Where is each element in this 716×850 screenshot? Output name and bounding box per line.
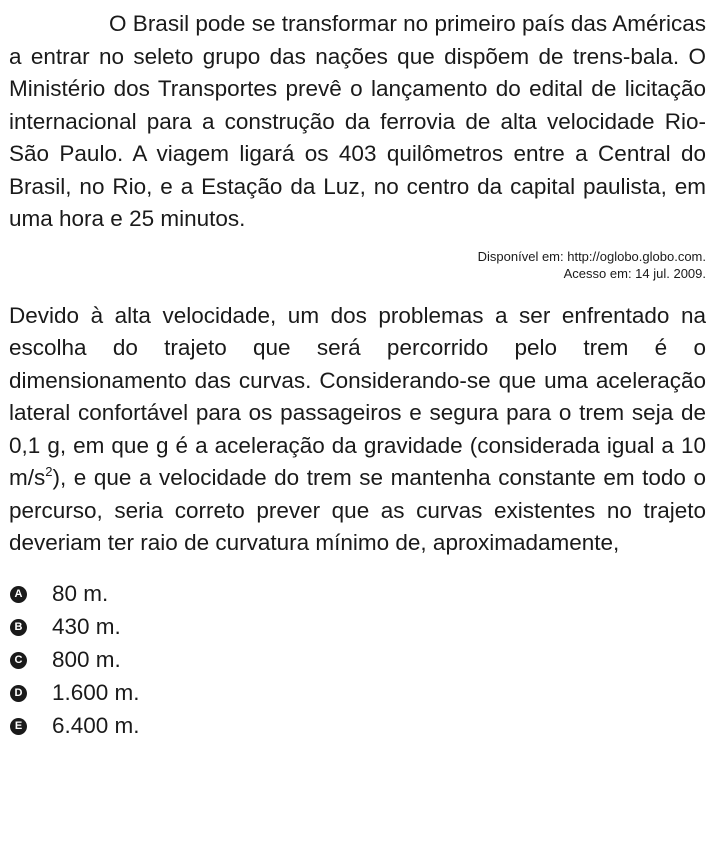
option-b[interactable] (9, 611, 706, 644)
option-c[interactable] (9, 644, 706, 677)
option-e-text: 6.400 m. (52, 713, 140, 738)
source-access-date: Acesso em: 14 jul. 2009. (563, 265, 706, 281)
option-d-text: 1.600 m. (52, 680, 140, 705)
option-a-letter-badge: A (10, 586, 27, 603)
option-b-letter-badge: B (10, 619, 27, 636)
news-excerpt: O Brasil pode se transformar no primeiro país das Américas a entrar no seleto grupo das nações que dispõem de trens-bala. O Ministério dos Transportes prevê o lançamento do edital de licitação internacional para a construção da ferrovia de alta velocidade Rio-São Paulo. A viagem ligará os 403 quilômetros entre a Central do Brasil, no Rio, e a Estação da Luz, no centro da capital paulista, em uma hora e 25 minutos. (9, 11, 706, 231)
option-c-text: 800 m. (52, 647, 121, 672)
option-b-text: 430 m. (52, 614, 121, 639)
unit-exponent: 2 (45, 464, 53, 479)
option-d-letter-badge: D (10, 685, 27, 702)
option-e[interactable] (9, 710, 706, 743)
option-e-letter-badge: E (10, 718, 27, 735)
option-a-text: 80 m. (52, 581, 109, 606)
source-citation (9, 248, 706, 282)
option-a[interactable] (9, 578, 706, 611)
question-text-part1: Devido à alta velocidade, um dos problemas a ser enfrentado na escolha do trajeto que será percorrido pelo trem é o dimensionamento das curvas. Considerando-se que uma aceleração lateral confortável para os passageiros e segura para o trem seja de 0,1 g, em que g é a aceleração da gravidade (considerada igual a 10 m/s (9, 302, 706, 490)
question-statement (9, 300, 706, 560)
source-url: Disponível em: http://oglobo.globo.com. (477, 248, 706, 264)
option-c-letter-badge: C (10, 652, 27, 669)
question-text-part2: ), e que a velocidade do trem se mantenha constante em todo o percurso, seria correto prever que as curvas existentes no trajeto deveriam ter raio de curvatura mínimo de, aproximadamente, (9, 465, 706, 555)
option-d[interactable] (9, 677, 706, 710)
answer-options (9, 578, 706, 743)
